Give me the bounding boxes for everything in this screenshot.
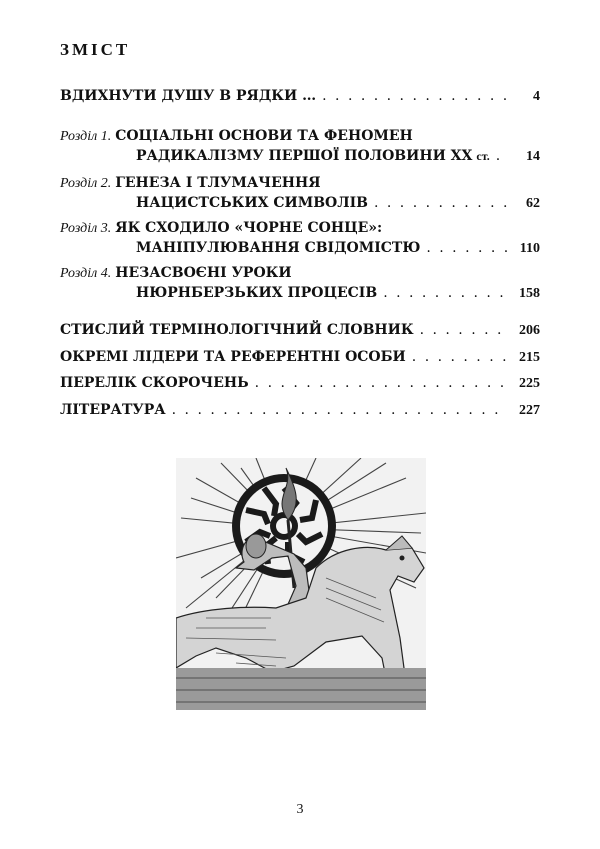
toc-entry-page: 227 <box>519 403 540 418</box>
toc-entry-chapter-2[interactable] <box>60 173 540 213</box>
chapter-label: Розділ 4. <box>60 266 112 281</box>
toc-entry-title-cont: МАНІПУЛЮВАННЯ СВІДОМІСТЮ <box>136 240 421 256</box>
toc-entry-title: СТИСЛИЙ ТЕРМІНОЛОГІЧНИЙ СЛОВНИК <box>60 322 414 338</box>
toc-entry-title: ГЕНЕЗА І ТЛУМАЧЕННЯ <box>115 175 321 191</box>
toc-entry-glossary[interactable] <box>60 320 540 340</box>
toc-entry-title-cont: НЮРНБЕРЗЬКИХ ПРОЦЕСІВ <box>136 285 378 301</box>
leader-dots <box>374 193 508 213</box>
toc-entry-literature[interactable] <box>60 400 540 420</box>
toc-entry-title: НЕЗАСВОЄНІ УРОКИ <box>115 265 292 281</box>
leader-dots <box>496 146 508 166</box>
toc-entry-title-cont: НАЦИСТСЬКИХ СИМВОЛІВ <box>136 195 368 211</box>
leader-dots <box>172 400 508 420</box>
toc-entry-page: 4 <box>533 89 540 104</box>
chapter-label: Розділ 1. <box>60 129 112 144</box>
leader-dots <box>426 238 508 258</box>
toc-entry-title: СОЦІАЛЬНІ ОСНОВИ ТА ФЕНОМЕН <box>115 128 413 144</box>
toc-entry-chapter-3[interactable] <box>60 218 540 258</box>
toc-entry-title: ЯК СХОДИЛО «ЧОРНЕ СОНЦЕ»: <box>115 220 383 236</box>
toc-entry-abbreviations[interactable] <box>60 373 540 393</box>
page-number: 3 <box>296 802 304 817</box>
toc-entry-chapter-4[interactable] <box>60 263 540 303</box>
toc-entry-chapter-1[interactable] <box>60 126 540 166</box>
toc-entry-page: 206 <box>519 323 540 338</box>
toc-entry-title: ЛІТЕРАТУРА <box>60 402 166 418</box>
toc-heading: ЗМІСТ <box>60 40 131 59</box>
black-sun-knight-engraving-icon <box>176 458 426 710</box>
toc-entry-title-cont: РАДИКАЛІЗМУ ПЕРШОЇ ПОЛОВИНИ XX <box>136 148 473 164</box>
toc-entry-page: 14 <box>526 149 540 164</box>
chapter-label: Розділ 2. <box>60 176 112 191</box>
toc-entry-page: 110 <box>519 241 540 256</box>
toc-entry-title: ВДИХНУТИ ДУШУ В РЯДКИ … <box>60 88 317 104</box>
toc-entry-title-suffix: ст. <box>476 149 490 163</box>
leader-dots <box>255 373 508 393</box>
toc-entry-leaders[interactable] <box>60 347 540 367</box>
leader-dots <box>412 347 508 367</box>
toc-entry-page: 215 <box>519 350 540 365</box>
toc-entry-intro[interactable] <box>60 86 540 106</box>
toc-entry-page: 158 <box>519 286 540 301</box>
toc-entry-title: ОКРЕМІ ЛІДЕРИ ТА РЕФЕРЕНТНІ ОСОБИ <box>60 349 406 365</box>
toc-entry-title: ПЕРЕЛІК СКОРОЧЕНЬ <box>60 375 249 391</box>
leader-dots <box>383 283 508 303</box>
toc-entry-page: 62 <box>526 196 540 211</box>
leader-dots <box>322 86 508 106</box>
toc-entry-page: 225 <box>519 376 540 391</box>
chapter-label: Розділ 3. <box>60 221 112 236</box>
leader-dots <box>420 320 508 340</box>
